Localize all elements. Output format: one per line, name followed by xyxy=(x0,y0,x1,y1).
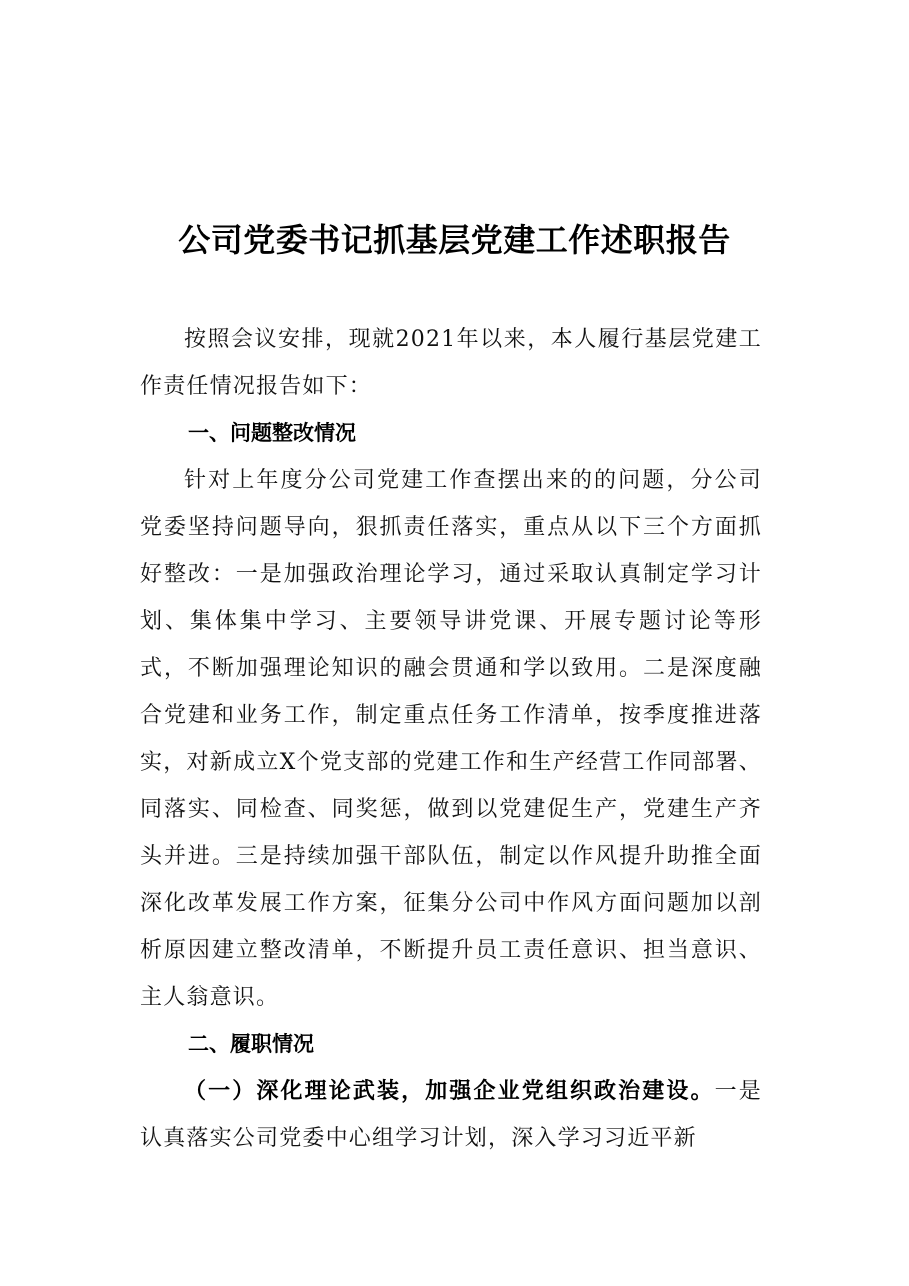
section-2-subsection-1-paragraph xyxy=(140,1068,762,1162)
section-heading-2: 二、履职情况 xyxy=(188,1032,314,1056)
section-1-paragraph: 针对上年度分公司党建工作查摆出来的的问题，分公司党委坚持问题导向，狠抓责任落实，重点从以下三个方面抓好整改：一是加强政治理论学习，通过采取认真制定学习计划、集体集中学习、主要领导讲党课、开展专题讨论等形式，不断加强理论知识的融会贯通和学以致用。二是深度融合党建和业务工作，制定重点任务工作清单，按季度推进落实，对新成立X个党支部的党建工作和生产经营工作同部署、同落实、同检查、同奖惩，做到以党建促生产，党建生产齐头并进。三是持续加强干部队伍，制定以作风提升助推全面深化改革发展工作方案，征集分公司中作风方面问题加以剖析原因建立整改清单，不断提升员工责任意识、担当意识、主人翁意识。 xyxy=(140,468,762,1010)
document-body xyxy=(140,316,762,1162)
intro-paragraph: 按照会议安排，现就2021年以来，本人履行基层党建工作责任情况报告如下： xyxy=(140,327,762,399)
subsection-1-text: 一是认真落实公司党委中心组学习计划，深入学习习近平新 xyxy=(140,1079,762,1151)
document-title: 公司党委书记抓基层党建工作述职报告 xyxy=(178,221,731,259)
subsection-1-heading: （一）深化理论武装，加强企业党组织政治建设。 xyxy=(184,1078,715,1104)
section-heading-1: 一、问题整改情况 xyxy=(188,421,356,445)
